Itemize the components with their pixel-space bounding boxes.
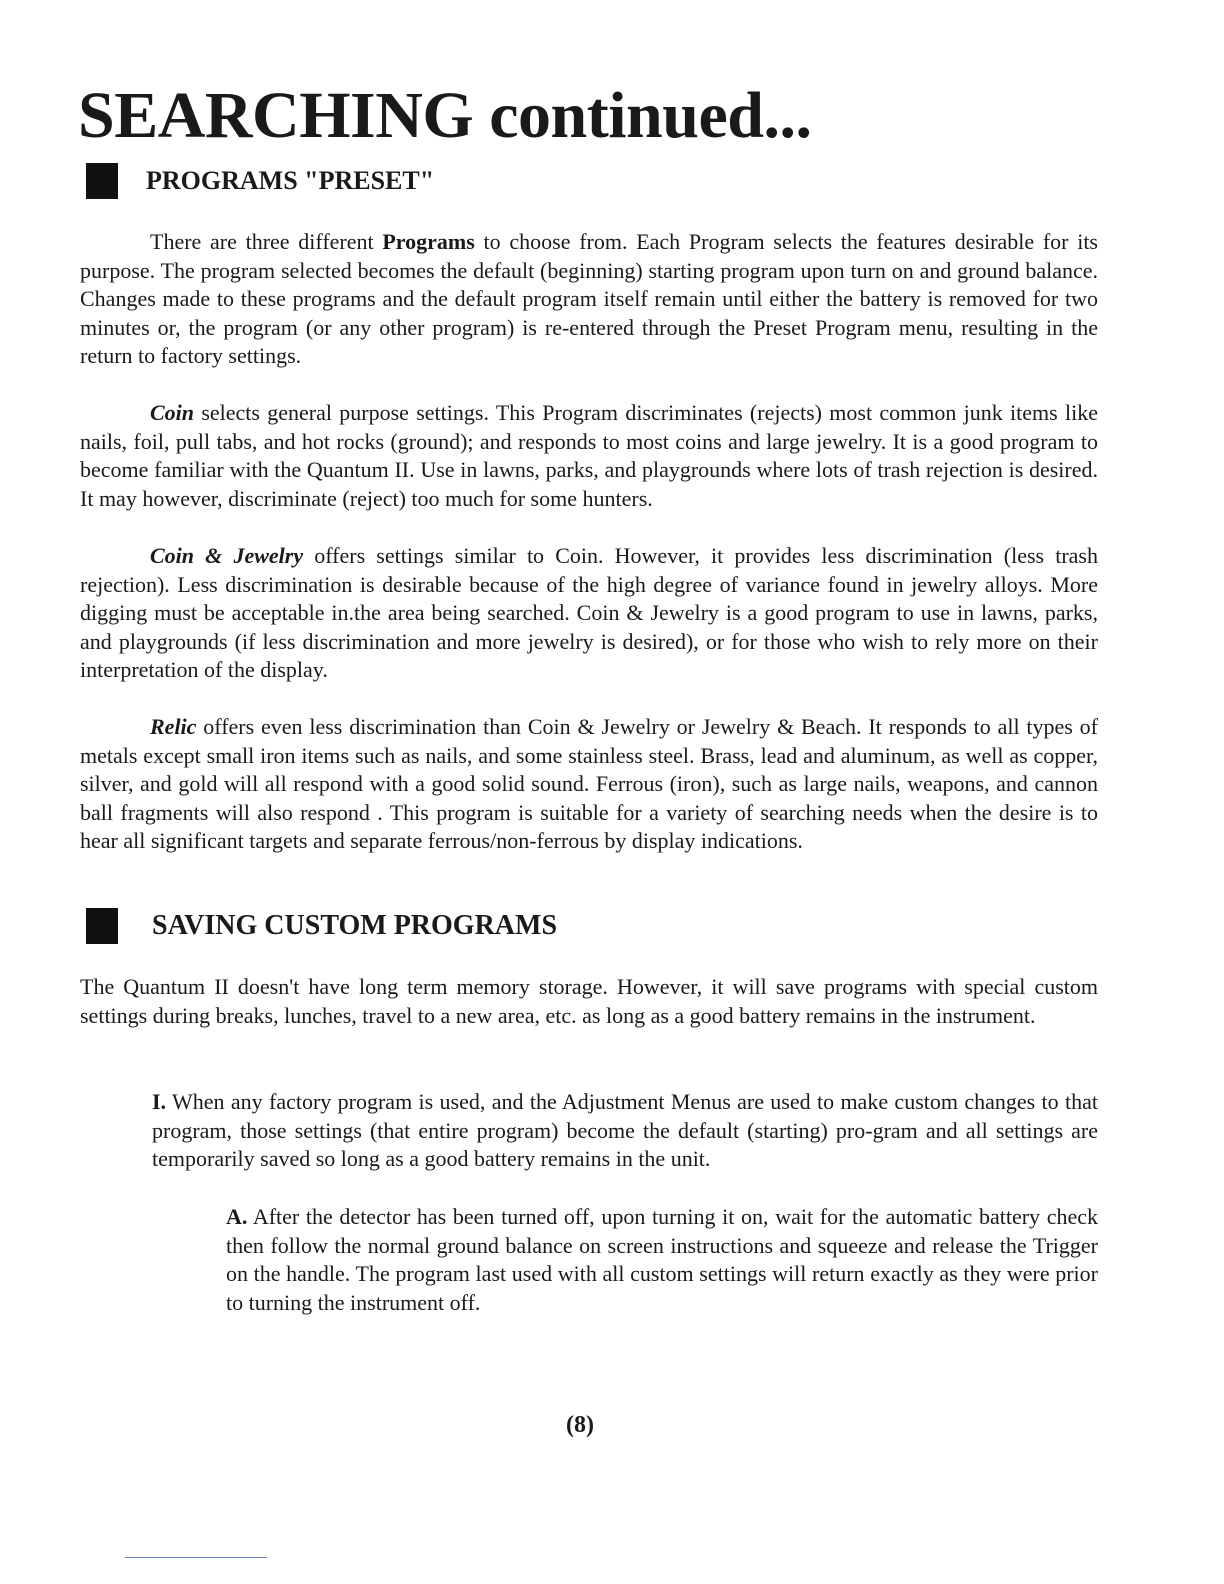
list-item-a — [226, 1203, 1098, 1317]
programs-intro-paragraph — [80, 228, 1098, 371]
relic-program-description: offers even less discrimination than Coin & Jewelry or Jewelry & Beach. It responds to all types of metals except small iron items such as nails, and some stainless steel. Brass, lead and aluminum, as well as copper, silver, and gold will all respond with a good solid sound. Ferrous (iron), such as large nails, weapons, and cannon ball fragments will also respond . This program is suitable for a variety of searching needs when the desire is to hear all significant targets and separate ferrous/non-ferrous by display indications. — [80, 714, 1098, 854]
relic-program-paragraph — [80, 713, 1098, 856]
coin-program-paragraph — [80, 399, 1098, 513]
coin-jewelry-program-description: offers settings similar to Coin. However, it provides less discrimination (less trash rejection). Less discrimination is desirable because of the high degree of variance found in jewelry alloys. More digging must be acceptable in.the area being searched. Coin & Jewelry is a good program to use in lawns, parks, and playgrounds (if less discrimination and more jewelry is desired), or for those who wish to rely more on their interpretation of the display. — [80, 543, 1098, 683]
relic-program-name: Relic — [150, 714, 197, 739]
page-title: SEARCHING continued... — [78, 79, 812, 152]
list-item-i — [152, 1088, 1098, 1174]
section-heading-saving-custom-programs — [86, 908, 686, 944]
list-marker-i: I. — [152, 1089, 167, 1114]
square-bullet-icon — [86, 163, 118, 199]
intro-text-start: There are three different — [150, 229, 383, 254]
list-item-i-text: When any factory program is used, and the Adjustment Menus are used to make custom changes to that program, those settings (that entire program) become the default (starting) pro-gram and all settings are temporarily saved so long as a good battery remains in the unit. — [152, 1089, 1098, 1172]
section-heading-text: SAVING CUSTOM PROGRAMS — [152, 910, 558, 941]
footer-rule — [125, 1557, 267, 1558]
page-number: (8) — [566, 1412, 594, 1438]
coin-program-name: Coin — [150, 400, 195, 425]
list-marker-a: A. — [226, 1204, 248, 1229]
coin-program-description: selects general purpose settings. This Program discriminates (rejects) most common junk items like nails, foil, pull tabs, and hot rocks (ground); and responds to most coins and large jewelry. It is a good program to become familiar with the Quantum II. Use in lawns, parks, and playgrounds where lots of trash rejection is desired. It may however, discriminate (reject) too much for some hunters. — [80, 400, 1098, 511]
section-heading-text: PROGRAMS "PRESET" — [146, 166, 435, 195]
square-bullet-icon — [86, 908, 118, 944]
section-heading-programs-preset — [86, 163, 686, 199]
intro-text-rest: to choose from. Each Program selects the features desirable for its purpose. The program selected becomes the default (beginning) starting program upon turn on and ground balance. Changes made to these programs and the default program itself remain until either the battery is removed for two minutes or, the program (or any other program) is re-entered through the Preset Program menu, resulting in the return to factory settings. — [80, 229, 1098, 369]
coin-jewelry-program-paragraph — [80, 542, 1098, 685]
programs-bold-term: Programs — [382, 229, 475, 254]
coin-jewelry-program-name: Coin & Jewelry — [150, 543, 304, 568]
list-item-a-text: After the detector has been turned off, upon turning it on, wait for the automatic battery check then follow the normal ground balance on screen instructions and squeeze and release the Trigger on the handle. The program last used with all custom settings will return exactly as they were prior to turning the instrument off. — [226, 1204, 1098, 1315]
saving-intro-paragraph: The Quantum II doesn't have long term memory storage. However, it will save programs with special custom settings during breaks, lunches, travel to a new area, etc. as long as a good battery remains in the instrument. — [80, 974, 1098, 1028]
